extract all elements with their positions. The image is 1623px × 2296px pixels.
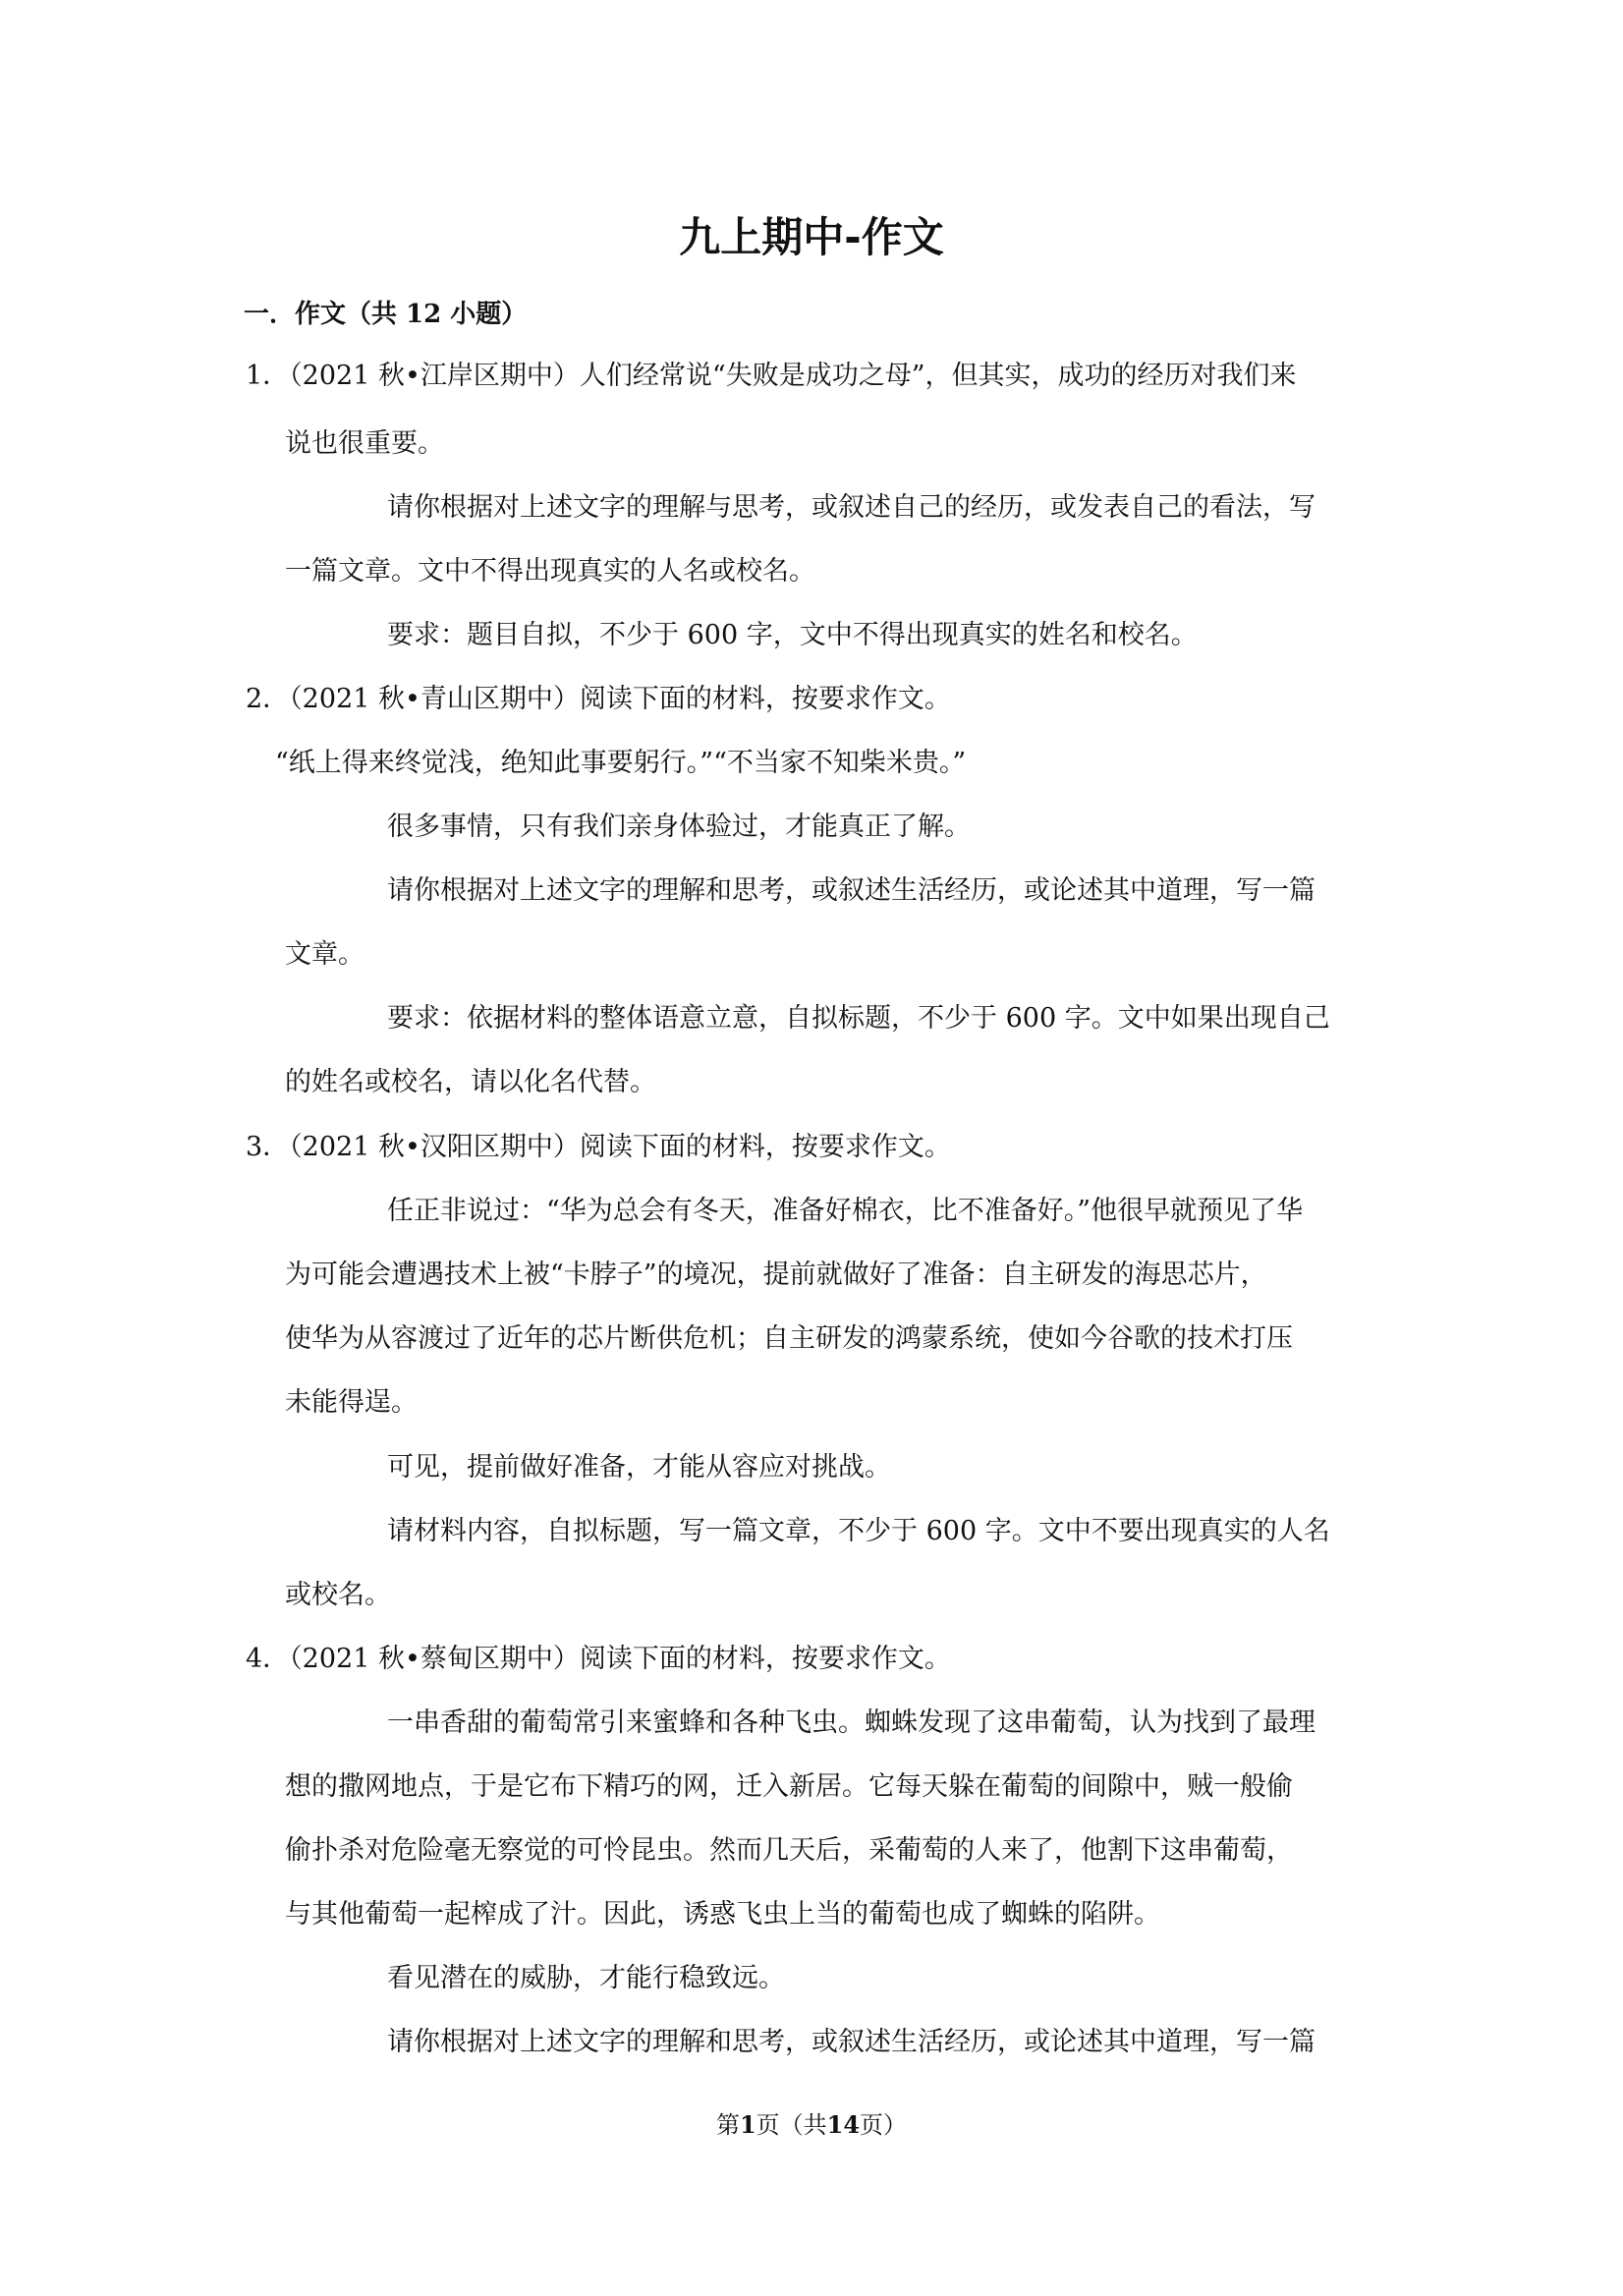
question-2-line-5: 文章。 xyxy=(285,939,364,970)
question-3-line-2: 任正非说过：“华为总会有冬天，准备好棉衣，比不准备好。”他很早就预见了华 xyxy=(387,1196,1304,1226)
question-4-line-7: 请你根据对上述文字的理解和思考，或叙述生活经历，或论述其中道理，写一篇 xyxy=(387,2027,1315,2057)
question-2-line-3: 很多事情，只有我们亲身体验过，才能真正了解。 xyxy=(387,812,971,842)
question-1-number: 1． xyxy=(246,361,290,391)
question-4-line-4: 偷扑杀对危险毫无察觉的可怜昆虫。然而几天后，采葡萄的人来了，他割下这串葡萄， xyxy=(285,1835,1293,1866)
question-1-line-1: 1．（2021 秋•江岸区期中）人们经常说“失败是成功之母”，但其实，成功的经历对我们来 xyxy=(246,361,1297,391)
question-4-line-5: 与其他葡萄一起榨成了汁。因此，诱惑飞虫上当的葡萄也成了蜘蛛的陷阱。 xyxy=(285,1899,1160,1930)
question-3-line-7: 请材料内容，自拟标题，写一篇文章，不少于 600 字。文中不要出现真实的人名 xyxy=(387,1516,1330,1546)
question-1-line-5: 要求：题目自拟，不少于 600 字，文中不得出现真实的姓名和校名。 xyxy=(387,620,1198,650)
question-2-line-7: 的姓名或校名，请以化名代替。 xyxy=(285,1067,656,1097)
question-1-line-2: 说也很重要。 xyxy=(285,428,444,459)
question-4-line-3: 想的撒网地点，于是它布下精巧的网，迁入新居。它每天躲在葡萄的间隙中，贼一般偷 xyxy=(285,1771,1293,1802)
question-3-line-6: 可见，提前做好准备，才能从容应对挑战。 xyxy=(387,1452,891,1483)
question-2-line-2: “纸上得来终觉浅，绝知此事要躬行。”“不当家不知柴米贵。” xyxy=(275,748,967,778)
question-3-number: 3． xyxy=(246,1132,290,1162)
question-1-line-4: 一篇文章。文中不得出现真实的人名或校名。 xyxy=(285,556,815,587)
question-2-line-4: 请你根据对上述文字的理解和思考，或叙述生活经历，或论述其中道理，写一篇 xyxy=(387,875,1315,906)
question-4-line-6: 看见潜在的威胁，才能行稳致远。 xyxy=(387,1963,785,1993)
question-4-line-1: 4．（2021 秋•蔡甸区期中）阅读下面的材料，按要求作文。 xyxy=(246,1644,951,1674)
current-page-number: 1 xyxy=(739,2110,756,2139)
question-2-line-1: 2．（2021 秋•青山区期中）阅读下面的材料，按要求作文。 xyxy=(246,684,951,714)
question-2-number: 2． xyxy=(246,684,290,714)
section-heading: 一．作文（共 12 小题） xyxy=(244,300,528,329)
question-3-line-5: 未能得逞。 xyxy=(285,1387,418,1418)
question-4-line-2: 一串香甜的葡萄常引来蜜蜂和各种飞虫。蜘蛛发现了这串葡萄，认为找到了最理 xyxy=(387,1708,1315,1738)
question-3-line-1: 3．（2021 秋•汉阳区期中）阅读下面的材料，按要求作文。 xyxy=(246,1132,951,1162)
question-3-line-8: 或校名。 xyxy=(285,1580,391,1610)
page-footer: 第1页（共14页） xyxy=(715,2110,908,2139)
question-1-line-3: 请你根据对上述文字的理解与思考，或叙述自己的经历，或发表自己的看法，写 xyxy=(387,492,1315,523)
question-3-line-3: 为可能会遭遇技术上被“卡脖子”的境况，提前就做好了准备：自主研发的海思芯片， xyxy=(285,1260,1267,1290)
question-2-line-6: 要求：依据材料的整体语意立意，自拟标题，不少于 600 字。文中如果出现自己 xyxy=(387,1003,1330,1034)
total-page-count: 14 xyxy=(826,2110,861,2139)
question-3-line-4: 使华为从容渡过了近年的芯片断供危机；自主研发的鸿蒙系统，使如今谷歌的技术打压 xyxy=(285,1323,1293,1354)
page-title: 九上期中-作文 xyxy=(679,213,944,261)
question-4-number: 4． xyxy=(246,1644,290,1674)
